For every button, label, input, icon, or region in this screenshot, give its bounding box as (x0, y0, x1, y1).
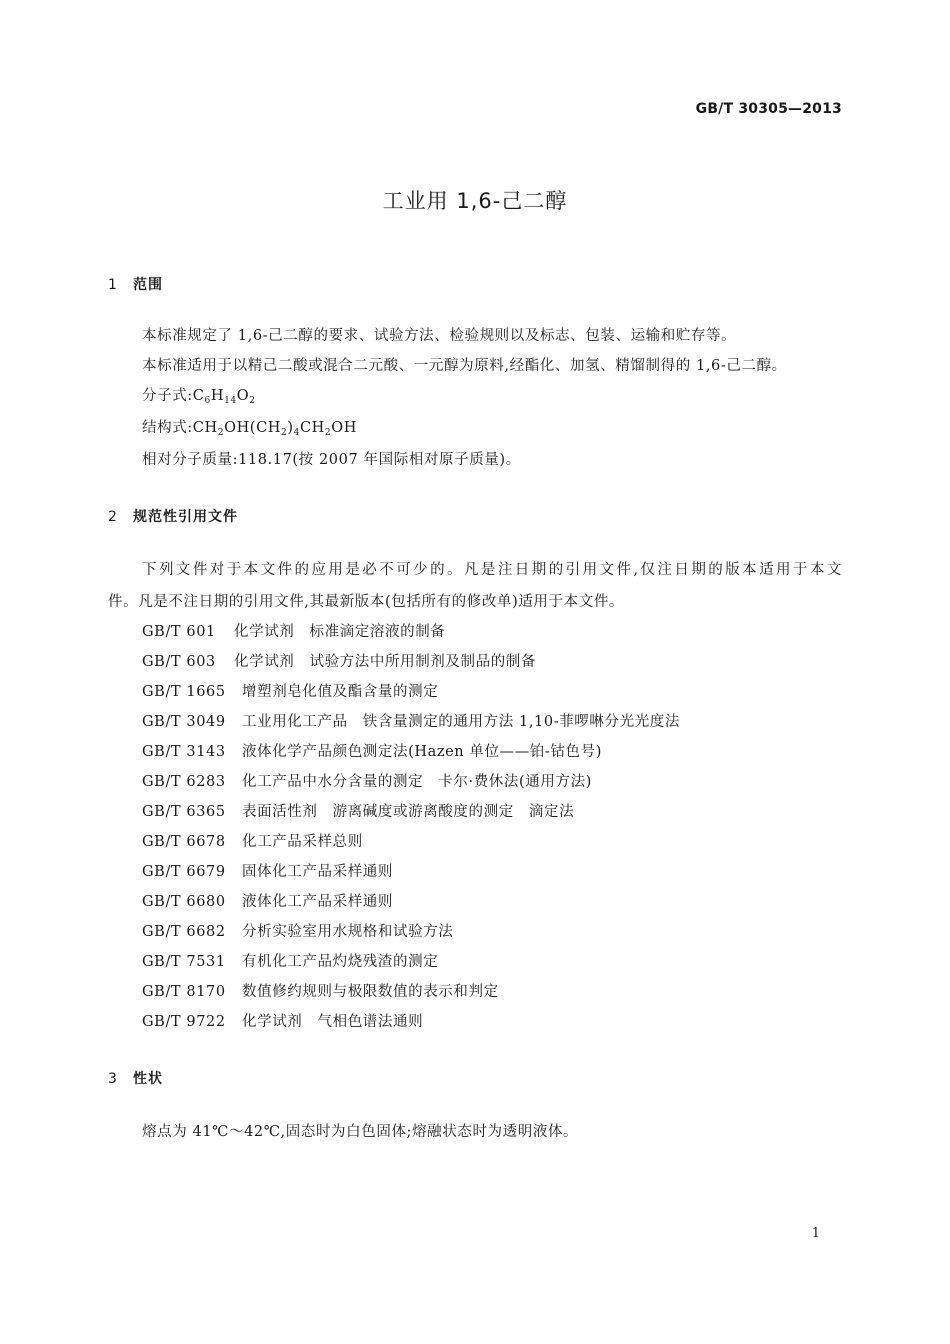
reference-code: GB/T 6680 (142, 894, 226, 910)
structure-part: CH (299, 420, 325, 436)
reference-code: GB/T 6678 (142, 834, 226, 850)
reference-item (142, 950, 438, 971)
reference-title: 表面活性剂 游离碱度或游离酸度的测定 滴定法 (242, 804, 575, 820)
reference-title: 有机化工产品灼烧残渣的测定 (242, 954, 439, 970)
reference-item (142, 920, 453, 941)
reference-code: GB/T 3049 (142, 714, 226, 730)
reference-title: 液体化工产品采样通则 (242, 894, 393, 910)
formula-part: C (192, 388, 205, 404)
reference-item (142, 1010, 423, 1031)
reference-code: GB/T 8170 (142, 984, 226, 1000)
formula-part: O (236, 388, 250, 404)
reference-title: 化学试剂 试验方法中所用制剂及制品的制备 (234, 654, 536, 670)
formula-label: 分子式: (142, 388, 193, 404)
reference-code: GB/T 6283 (142, 774, 226, 790)
properties-line: 熔点为 41℃～42℃,固态时为白色固体;熔融状态时为透明液体。 (142, 1124, 579, 1140)
reference-title: 分析实验室用水规格和试验方法 (242, 924, 454, 940)
section-number: 2 (108, 509, 118, 525)
reference-code: GB/T 9722 (142, 1014, 226, 1030)
reference-item (142, 680, 438, 701)
molecular-mass: 相对分子质量:118.17(按 2007 年国际相对原子质量)。 (142, 452, 521, 468)
reference-item (142, 740, 602, 761)
reference-title: 数值修约规则与极限数值的表示和判定 (242, 984, 499, 1000)
reference-code: GB/T 601 (142, 624, 216, 640)
reference-title: 化学试剂 标准滴定溶液的制备 (234, 624, 446, 640)
scope-line-1: 本标准规定了 1,6-己二醇的要求、试验方法、检验规则以及标志、包装、运输和贮存等。 (142, 328, 737, 344)
reference-item (142, 830, 363, 851)
reference-item (142, 620, 445, 641)
document-title: 工业用 1,6-己二醇 (382, 189, 568, 213)
formula-subscript: 6 (204, 396, 211, 406)
reference-code: GB/T 6365 (142, 804, 226, 820)
section-heading-properties (108, 1068, 163, 1088)
section-number: 3 (108, 1071, 118, 1087)
reference-code: GB/T 6679 (142, 864, 226, 880)
reference-item (142, 980, 499, 1001)
section-title: 性状 (133, 1071, 163, 1087)
page-number: 1 (811, 1226, 820, 1241)
molecular-formula (142, 384, 256, 406)
section-heading-normative-references (108, 506, 238, 526)
structure-part: OH (331, 420, 357, 436)
references-intro-line-2: 件。凡是不注日期的引用文件,其最新版本(包括所有的修改单)适用于本文件。 (108, 594, 625, 610)
reference-code: GB/T 603 (142, 654, 216, 670)
reference-item (142, 650, 536, 671)
reference-title: 化工产品中水分含量的测定 卡尔·费休法(通用方法) (242, 774, 592, 790)
structure-part: ) (287, 420, 294, 436)
structure-subscript: 2 (281, 428, 288, 438)
structural-formula (142, 416, 357, 438)
formula-part: H (210, 388, 225, 404)
reference-item (142, 770, 592, 791)
section-number: 1 (108, 277, 118, 293)
reference-title: 固体化工产品采样通则 (242, 864, 393, 880)
reference-title: 液体化学产品颜色测定法(Hazen 单位——铂-钴色号) (242, 744, 602, 760)
reference-title: 增塑剂皂化值及酯含量的测定 (242, 684, 439, 700)
reference-item (142, 890, 393, 911)
references-intro-line-1: 下列文件对于本文件的应用是必不可少的。凡是注日期的引用文件,仅注日期的版本适用于本文 (142, 562, 842, 578)
reference-item (142, 860, 393, 881)
reference-item (142, 800, 574, 821)
reference-code: GB/T 6682 (142, 924, 226, 940)
structure-subscript: 2 (217, 428, 225, 438)
reference-code: GB/T 1665 (142, 684, 226, 700)
reference-code: GB/T 7531 (142, 954, 226, 970)
scope-line-2: 本标准适用于以精己二酸或混合二元酸、一元醇为原料,经酯化、加氢、精馏制得的 1,6-己二醇。 (142, 358, 787, 374)
structure-subscript: 2 (324, 428, 332, 438)
reference-title: 化学试剂 气相色谱法通则 (242, 1014, 424, 1030)
structure-subscript: 4 (293, 428, 300, 438)
structure-part: OH(CH (224, 420, 282, 436)
reference-item (142, 710, 680, 731)
standard-code: GB/T 30305—2013 (695, 101, 842, 117)
section-heading-scope (108, 274, 163, 294)
structure-part: CH (192, 420, 218, 436)
section-title: 范围 (133, 277, 163, 293)
reference-code: GB/T 3143 (142, 744, 226, 760)
formula-subscript: 14 (224, 396, 237, 406)
structure-label: 结构式: (142, 420, 193, 436)
section-title: 规范性引用文件 (133, 509, 238, 525)
reference-title: 化工产品采样总则 (242, 834, 363, 850)
formula-subscript: 2 (249, 396, 256, 406)
reference-title: 工业用化工产品 铁含量测定的通用方法 1,10-菲啰啉分光光度法 (242, 714, 680, 730)
